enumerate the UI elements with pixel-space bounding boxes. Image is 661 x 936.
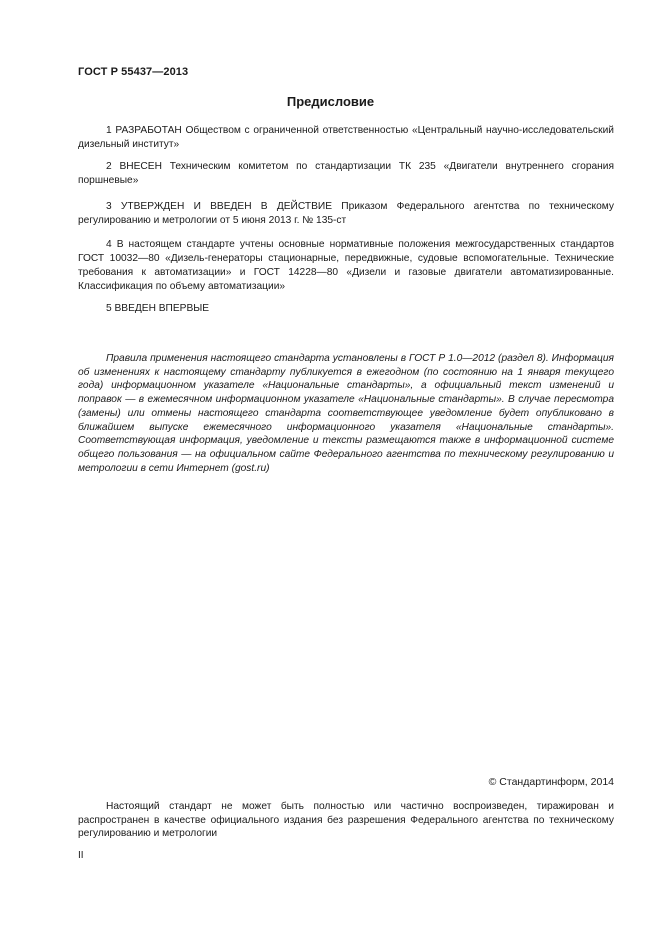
reproduction-notice: Настоящий стандарт не может быть полностью или частично воспроизведен, тиражирован и распространен в качестве официального издания без разрешения Федерального агентства по техническому регулированию и метрологии	[78, 801, 614, 839]
foreword-item-approved: 3 УТВЕРЖДЕН И ВВЕДЕН В ДЕЙСТВИЕ Приказом Федерального агентства по техническому регулированию и метрологии от 5 июня 2013 г. № 135-ст	[78, 201, 614, 226]
application-rules-notice: Правила применения настоящего стандарта установлены в ГОСТ Р 1.0—2012 (раздел 8). Информация об изменениях к настоящему стандарту публикуется в ежегодном (по состоянию на 1 января текущего года) информационном указателе «Национальные стандарты», а официальный текст изменений и поправок — в ежемесячном информационном указателе «Национальные стандарты». В случае пересмотра (замены) или отмены настоящего стандарта соответствующее уведомление будет опубликовано в ближайшем выпуске ежемесячного информационного указателя «Национальные стандарты». Соответствующая информация, уведомление и тексты размещаются также в информационной системе общего пользования — на официальном сайте Федерального агентства по техническому регулированию и метрологии в сети Интернет (gost.ru)	[78, 353, 614, 474]
page-number: II	[78, 850, 84, 861]
standard-code-header: ГОСТ Р 55437—2013	[78, 66, 189, 78]
foreword-item-first-introduced: 5 ВВЕДЕН ВПЕРВЫЕ	[106, 303, 210, 314]
page-title: Предисловие	[286, 94, 375, 109]
foreword-item-introduced: 2 ВНЕСЕН Техническим комитетом по стандартизации ТК 235 «Двигатели внутреннего сгорания поршневые»	[78, 161, 614, 186]
foreword-item-developed: 1 РАЗРАБОТАН Обществом с ограниченной ответственностью «Центральный научно-исследовательский дизельный институт»	[78, 125, 614, 150]
foreword-item-regulations: 4 В настоящем стандарте учтены основные нормативные положения межгосударственных стандартов ГОСТ 10032—80 «Дизель-генераторы стационарные, передвижные, судовые вспомогательные. Технические требования к автоматизации» и ГОСТ 14228—80 «Дизели и газовые двигатели автоматизированные. Классификация по объему автоматизации»	[78, 239, 614, 292]
copyright-line: © Стандартинформ, 2014	[488, 776, 614, 788]
